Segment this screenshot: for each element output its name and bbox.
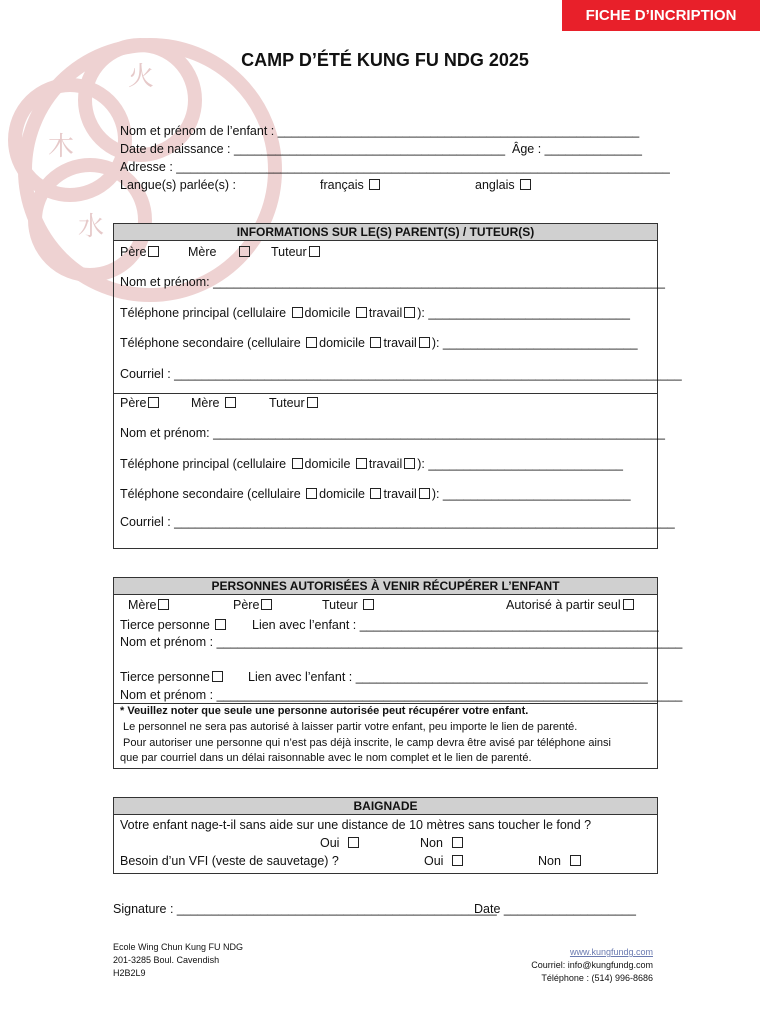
parent1-name-field[interactable]: Nom et prénom: _________________________________________________________________ <box>120 275 665 289</box>
third-person-1-name-field[interactable]: Nom et prénom : ___________________________________________________________________ <box>120 635 683 649</box>
non-label: Non <box>420 836 443 850</box>
lang-french-option[interactable] <box>320 178 382 192</box>
lang-english-option[interactable] <box>475 178 533 192</box>
checkbox[interactable] <box>306 337 317 348</box>
checkbox[interactable] <box>309 246 320 257</box>
pickup-note-2: Pour autoriser une personne qui n’est pas déjà inscrite, le camp devra être avisé par téléphone ainsi <box>123 737 611 749</box>
parents-header: INFORMATIONS SUR LE(S) PARENT(S) / TUTEUR(S) <box>114 224 657 241</box>
pere-label: Père <box>233 598 260 612</box>
footer-contact <box>531 946 653 985</box>
parent2-name-field[interactable]: Nom et prénom: _________________________________________________________________ <box>120 426 665 440</box>
checkbox[interactable] <box>363 599 374 610</box>
checkbox[interactable] <box>356 458 367 469</box>
pickup-note-bold: * Veuillez noter que seule une personne autorisée peut récupérer votre enfant. <box>120 705 529 717</box>
checkbox[interactable] <box>158 599 169 610</box>
checkbox[interactable] <box>520 179 531 190</box>
language-label: Langue(s) parlée(s) : <box>120 178 237 192</box>
checkbox[interactable] <box>215 619 226 630</box>
svg-text:火: 火 <box>128 62 155 92</box>
parent1-mere-option[interactable] <box>188 245 252 259</box>
third-person-2-name-field[interactable]: Nom et prénom : ___________________________________________________________________ <box>120 688 683 702</box>
travail-label: travail <box>383 336 417 350</box>
mere-label: Mère <box>128 598 157 612</box>
checkbox[interactable] <box>148 397 159 408</box>
pickup-pere-option[interactable] <box>233 598 274 612</box>
third-person-1-link-field[interactable]: Lien avec l’enfant : ___________________________________________ <box>252 618 659 632</box>
non-label: Non <box>538 854 561 868</box>
checkbox[interactable] <box>292 458 303 469</box>
tuteur-label: Tuteur <box>269 396 305 410</box>
pickup-header: PERSONNES AUTORISÉES À VENIR RÉCUPÉRER L’ENFANT <box>114 578 657 595</box>
alone-label: Autorisé à partir seul <box>506 598 621 612</box>
domicile-label: domicile <box>304 306 354 320</box>
checkbox[interactable] <box>404 458 415 469</box>
address-field[interactable]: Adresse : _______________________________________________________________________ <box>120 160 670 174</box>
checkbox[interactable] <box>370 337 381 348</box>
swim-question: Votre enfant nage-t-il sans aide sur une distance de 10 mètres sans toucher le fond ? <box>120 818 592 832</box>
oui-label: Oui <box>320 836 340 850</box>
mere-label: Mère <box>191 396 220 410</box>
school-name: Ecole Wing Chun Kung FU NDG <box>113 942 244 952</box>
parent2-tel2-field[interactable] <box>120 487 631 501</box>
child-name-field[interactable]: Nom et prénom de l’enfant : ____________________________________________________ <box>120 124 640 138</box>
parent2-pere-option[interactable] <box>120 396 161 410</box>
parent2-tuteur-option[interactable] <box>269 396 320 410</box>
divider <box>113 393 658 394</box>
swim-oui-option[interactable] <box>320 836 361 850</box>
svg-text:木: 木 <box>48 132 75 162</box>
parent1-email-field[interactable]: Courriel : _________________________________________________________________________ <box>120 367 682 381</box>
parent2-email-field[interactable]: Courriel : ________________________________________________________________________ <box>120 515 675 529</box>
checkbox[interactable] <box>261 599 272 610</box>
tel-line: ): ___________________________ <box>431 487 631 501</box>
checkbox[interactable] <box>292 307 303 318</box>
age-field[interactable]: Âge : ______________ <box>512 142 642 156</box>
street-address: 201-3285 Boul. Cavendish <box>113 955 220 965</box>
svg-text:水: 水 <box>78 212 105 242</box>
swim-non-option[interactable] <box>420 836 465 850</box>
checkbox[interactable] <box>623 599 634 610</box>
tuteur-label: Tuteur <box>322 598 358 612</box>
pickup-mere-option[interactable] <box>128 598 171 612</box>
parent1-tuteur-option[interactable] <box>271 245 322 259</box>
checkbox[interactable] <box>212 671 223 682</box>
third-person-2-link-field[interactable]: Lien avec l’enfant : __________________________________________ <box>248 670 648 684</box>
pickup-alone-option[interactable] <box>506 598 636 612</box>
parent2-tel1-field[interactable] <box>120 457 623 471</box>
pickup-tuteur-option[interactable] <box>322 598 376 612</box>
domicile-label: domicile <box>319 336 369 350</box>
tuteur-label: Tuteur <box>271 245 307 259</box>
contact-email: Courriel: info@kungfundg.com <box>531 960 653 970</box>
checkbox[interactable] <box>570 855 581 866</box>
checkbox[interactable] <box>404 307 415 318</box>
checkbox[interactable] <box>370 488 381 499</box>
date-field[interactable]: Date ___________________ <box>474 902 636 916</box>
lang-french-label: français <box>320 178 364 192</box>
checkbox[interactable] <box>452 855 463 866</box>
checkbox[interactable] <box>239 246 250 257</box>
tel-label: Téléphone secondaire (cellulaire <box>120 487 305 501</box>
vfi-non-option[interactable] <box>538 854 583 868</box>
checkbox[interactable] <box>356 307 367 318</box>
tel-label: Téléphone principal (cellulaire <box>120 306 290 320</box>
registration-badge: FICHE D’INCRIPTION <box>562 0 760 31</box>
travail-label: travail <box>368 306 403 320</box>
tel-label: Téléphone secondaire (cellulaire <box>120 336 305 350</box>
third-label: Tierce personne <box>120 618 210 632</box>
travail-label: travail <box>368 457 403 471</box>
parent2-mere-option[interactable] <box>191 396 238 410</box>
pere-label: Père <box>120 245 147 259</box>
third-person-2-option[interactable] <box>120 670 225 684</box>
dob-field[interactable]: Date de naissance : _______________________________________ <box>120 142 506 156</box>
tel-line: ): ____________________________ <box>417 457 623 471</box>
swim-header: BAIGNADE <box>114 798 657 815</box>
oui-label: Oui <box>424 854 444 868</box>
travail-label: travail <box>383 487 417 501</box>
vfi-oui-option[interactable] <box>424 854 465 868</box>
tel-line: ): ____________________________ <box>431 336 638 350</box>
checkbox[interactable] <box>148 246 159 257</box>
tel-label: Téléphone principal (cellulaire <box>120 457 290 471</box>
parent1-tel1-field[interactable] <box>120 306 630 320</box>
vfi-question: Besoin d’un VFI (veste de sauvetage) ? <box>120 854 339 868</box>
third-person-1-option[interactable] <box>120 618 228 632</box>
pickup-note-3: que par courriel dans un délai raisonnable avec le nom complet et le lien de parenté. <box>120 752 532 764</box>
domicile-label: domicile <box>319 487 369 501</box>
contact-phone: Téléphone : (514) 996-8686 <box>541 973 653 983</box>
footer-address <box>113 941 243 980</box>
postal-code: H2B2L9 <box>113 968 146 978</box>
checkbox[interactable] <box>225 397 236 408</box>
third-label: Tierce personne <box>120 670 210 684</box>
pickup-note-1: Le personnel ne sera pas autorisé à laisser partir votre enfant, peu importe le lien de parenté. <box>123 721 578 733</box>
checkbox[interactable] <box>306 488 317 499</box>
checkbox[interactable] <box>348 837 359 848</box>
tel-line: ): _____________________________ <box>417 306 630 320</box>
checkbox[interactable] <box>307 397 318 408</box>
parent1-pere-option[interactable] <box>120 245 161 259</box>
page-title: CAMP D’ÉTÉ KUNG FU NDG 2025 <box>241 50 529 70</box>
checkbox[interactable] <box>369 179 380 190</box>
pere-label: Père <box>120 396 147 410</box>
signature-field[interactable]: Signature : ______________________________________________ <box>113 902 497 916</box>
checkbox[interactable] <box>419 337 430 348</box>
checkbox[interactable] <box>452 837 463 848</box>
lang-english-label: anglais <box>475 178 515 192</box>
website-link[interactable]: www.kungfundg.com <box>569 947 653 957</box>
checkbox[interactable] <box>419 488 430 499</box>
mere-label: Mère <box>188 245 217 259</box>
domicile-label: domicile <box>304 457 354 471</box>
parent1-tel2-field[interactable] <box>120 336 638 350</box>
